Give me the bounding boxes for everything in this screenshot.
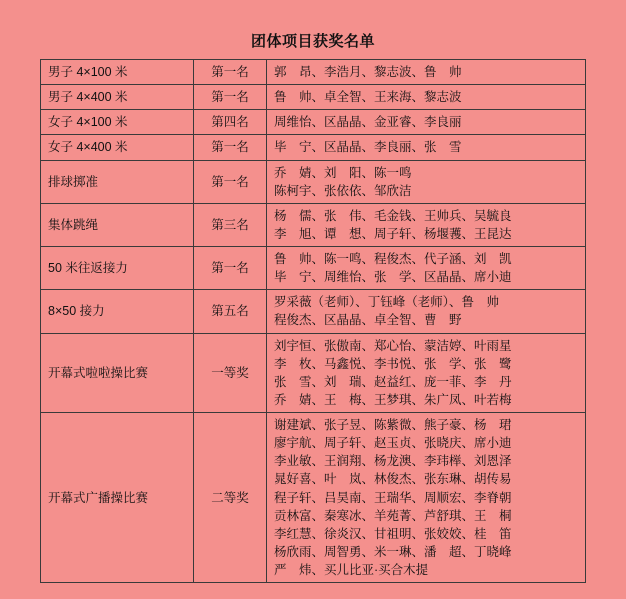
cell-event: 8×50 接力 [41,290,194,333]
cell-event: 男子 4×100 米 [41,60,194,85]
cell-event: 集体跳绳 [41,203,194,246]
name-line: 严 炜、买儿比亚·买合木提 [274,563,429,577]
cell-event: 开幕式广播操比赛 [41,413,194,583]
name-line: 程子轩、吕昊南、王瑞华、周顺宏、李脊朝 [274,490,512,505]
table-row [41,160,586,203]
name-line: 廖宇航、周子轩、赵玉贞、张晓庆、席小迪 [274,436,512,451]
cell-award: 第一名 [194,60,267,85]
name-line: 贡林富、秦寒冰、羊苑菁、芦舒琪、王 桐 [274,508,512,523]
name-line: 乔 婧、刘 阳、陈一鸣 [274,165,412,180]
name-line: 毕 宁、区晶晶、李良丽、张 雪 [274,140,462,155]
name-line: 郭 昂、李浩月、黎志波、鲁 帅 [274,65,462,79]
name-line: 鲁 帅、陈一鸣、程俊杰、代子涵、刘 凯 [274,252,512,266]
name-line: 陈柯宇、张依依、邹欣洁 [274,183,412,198]
name-line: 杨欣雨、周智勇、米一琳、潘 超、丁晓峰 [274,544,512,559]
table-row [41,413,586,583]
cell-event: 开幕式啦啦操比赛 [41,333,194,413]
table-row [41,290,586,333]
cell-award: 第五名 [194,290,267,333]
name-line: 张 雪、刘 瑞、赵益红、庞一菲、李 丹 [274,374,512,389]
cell-award: 第一名 [194,85,267,110]
cell-event: 50 米往返接力 [41,247,194,290]
name-line: 晁好喜、叶 岚、林俊杰、张东琳、胡传易 [274,472,512,487]
cell-award: 第四名 [194,110,267,135]
cell-names [267,333,586,413]
cell-names [267,290,586,333]
table-row [41,203,586,246]
name-line: 杨 儒、张 伟、毛金钱、王帅兵、吴毓良 [274,208,512,223]
cell-award: 一等奖 [194,333,267,413]
cell-event: 排球掷准 [41,160,194,203]
table-row [41,247,586,290]
cell-names [267,60,586,85]
cell-event: 男子 4×400 米 [41,85,194,110]
name-line: 鲁 帅、卓全智、王来海、黎志波 [274,90,462,105]
table-row [41,85,586,110]
page-title: 团体项目获奖名单 [250,33,375,50]
cell-names [267,160,586,203]
name-line: 罗采薇（老师）、丁钰峰（老师）、鲁 帅 [274,295,500,310]
award-table-body [41,60,586,583]
cell-award: 第一名 [194,247,267,290]
cell-names [267,85,586,110]
table-row [41,60,586,85]
name-line: 李红慧、徐炎汉、甘祖明、张姣姣、桂 笛 [274,526,512,541]
table-row [41,110,586,135]
name-line: 谢建斌、张子昱、陈紫微、熊子豪、杨 珺 [274,418,512,432]
cell-event: 女子 4×100 米 [41,110,194,135]
award-table [40,59,586,583]
name-line: 周维怡、区晶晶、金亚睿、李良丽 [274,115,462,130]
cell-award: 第三名 [194,203,267,246]
award-table-container [0,59,626,583]
cell-names [267,110,586,135]
name-line: 李 枚、马鑫悦、李书悦、张 学、张 鹭 [274,356,512,371]
cell-award: 第一名 [194,160,267,203]
name-line: 李 旭、谭 想、周子轩、杨堰彟、王昆达 [274,226,512,241]
name-line: 乔 婧、王 梅、王梦琪、朱广凤、叶若梅 [274,392,512,407]
table-row [41,333,586,413]
cell-names [267,247,586,290]
name-line: 程俊杰、区晶晶、卓全智、曹 野 [274,313,462,328]
cell-award: 二等奖 [194,413,267,583]
name-line: 李业敏、王润翔、杨龙澳、李玮榉、刘恩泽 [274,454,512,469]
name-line: 刘宇恒、张傲南、郑心怡、蒙洁婷、叶雨星 [274,338,512,353]
table-row [41,135,586,160]
cell-names [267,413,586,583]
cell-names [267,135,586,160]
cell-award: 第一名 [194,135,267,160]
cell-event: 女子 4×400 米 [41,135,194,160]
cell-names [267,203,586,246]
name-line: 毕 宁、周维怡、张 学、区晶晶、席小迪 [274,270,512,285]
